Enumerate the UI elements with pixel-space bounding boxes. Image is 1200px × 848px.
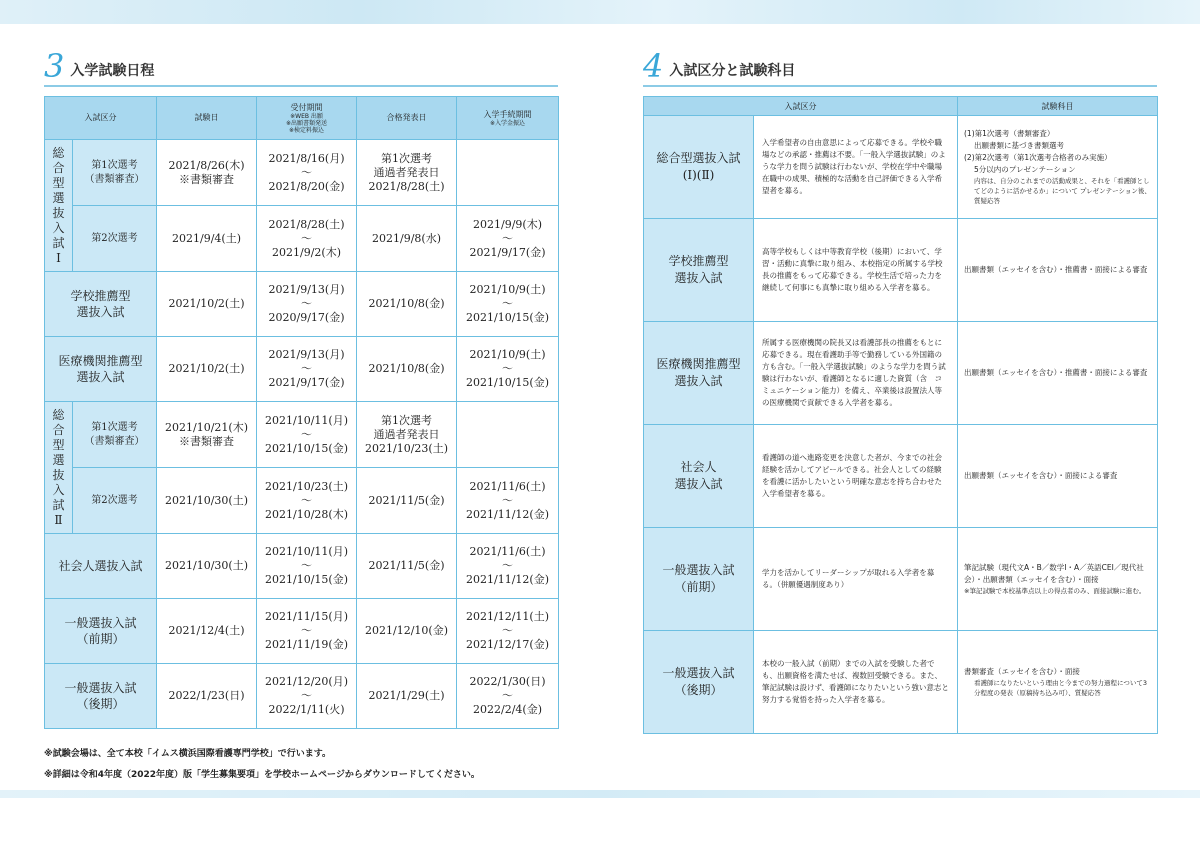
route-description: 本校の一般入試（前期）までの入試を受験した者でも、出願資格を満たせば、複数回受験できる。また、筆記試験は設けず、看護師になりたいという強い意志と努力する覚悟を持った入学者を募る。 — [754, 631, 958, 734]
bottom-decorative-band — [0, 790, 1200, 798]
exam-date: 2022/1/23(日) — [157, 664, 257, 729]
route-subjects — [958, 116, 1158, 219]
route-subjects: 出願書類（エッセイを含む）・推薦書・面接による審査 — [958, 219, 1158, 322]
pass-announce-date: 2021/9/8(水) — [357, 206, 457, 272]
route-subjects — [958, 631, 1158, 734]
header-procedure-note: ※入学金振込 — [489, 119, 526, 127]
pass-announce-date: 2021/10/8(金) — [357, 337, 457, 402]
pass-announce-date: 2021/12/10(金) — [357, 599, 457, 664]
table-row — [45, 664, 559, 729]
reception-period: 2021/9/13(月) ～ 2020/9/17(金) — [257, 272, 357, 337]
subject-line: ※筆記試験で本校基準点以上の得点者のみ、面接試験に進む。 — [964, 587, 1146, 595]
section4-number: 4 — [643, 47, 664, 85]
exam-schedule-table — [44, 96, 559, 729]
stage-label: 第1次選考 （書類審査） — [73, 140, 157, 206]
header-exam-date: 試験日 — [157, 97, 257, 140]
procedure-period: 2022/1/30(日) ～ 2022/2/4(金) — [457, 664, 559, 729]
stage-label: 第2次選考 — [73, 468, 157, 534]
procedure-period: 2021/10/9(土) ～ 2021/10/15(金) — [457, 337, 559, 402]
pass-announce-date: 2021/1/29(土) — [357, 664, 457, 729]
exam-date: 2021/10/30(土) — [157, 468, 257, 534]
procedure-period: 2021/11/6(土) ～ 2021/11/12(金) — [457, 534, 559, 599]
section3-title: 入学試験日程 — [70, 63, 155, 79]
reception-period: 2021/10/23(土) ～ 2021/10/28(木) — [257, 468, 357, 534]
pass-announce-date: 第1次選考 通過者発表日 2021/10/23(土) — [357, 402, 457, 468]
table-row — [45, 468, 559, 534]
procedure-period: 2021/11/6(土) ～ 2021/11/12(金) — [457, 468, 559, 534]
table-row — [45, 534, 559, 599]
exam-date: 2021/10/30(土) — [157, 534, 257, 599]
subject-line: 出願書類に基づき書類選考 — [974, 141, 1064, 150]
route-description: 所属する医療機関の院長又は看護部長の推薦をもとに応募できる。現在看護助手等で勤務している外国籍の方も含む。「一般入学選抜試験」のような学力を問う試験は行わないが、看護師となるに適した資質（含 コミュニケーション能力）を備え、卒業後は設置法人等の医療機関で貢献できる入学者を募る。 — [754, 322, 958, 425]
table-row — [644, 219, 1158, 322]
exam-date: 2021/10/2(土) — [157, 272, 257, 337]
reception-period: 2021/8/16(月) ～ 2021/8/20(金) — [257, 140, 357, 206]
reception-period: 2021/11/15(月) ～ 2021/11/19(金) — [257, 599, 357, 664]
stage-label: 第1次選考 （書類審査） — [73, 402, 157, 468]
header-pass-announce: 合格発表日 — [357, 97, 457, 140]
route-name: 一般選抜入試 （後期） — [644, 631, 754, 734]
route-subjects — [958, 528, 1158, 631]
procedure-period: 2021/9/9(木) ～ 2021/9/17(金) — [457, 206, 559, 272]
header-reception-note: ※WEB 出願 ※出願書類発送 ※検定料振込 — [285, 112, 328, 134]
exam-date: 2021/10/2(土) — [157, 337, 257, 402]
table-row — [644, 425, 1158, 528]
procedure-period — [457, 140, 559, 206]
table-row — [45, 272, 559, 337]
route-description: 看護師の道へ進路変更を決意した者が、今までの社会経験を活かしてアピールできる。社会人としての経験を看護に活かしたいという明確な意志を持ち合わせた入学希望者を募る。 — [754, 425, 958, 528]
pass-announce-date: 2021/11/5(金) — [357, 534, 457, 599]
note-exam-venue: ※試験会場は、全て本校「イムス横浜国際看護専門学校」で行います。 — [44, 749, 332, 759]
reception-period: 2021/12/20(月) ～ 2022/1/11(火) — [257, 664, 357, 729]
note-details: ※詳細は令和4年度（2022年度）版「学生募集要項」を学校ホームページからダウンロードしてください。 — [44, 770, 480, 780]
header-category: 入試区分 — [45, 97, 157, 140]
header-category: 入試区分 — [644, 97, 958, 116]
header-reception — [257, 97, 357, 140]
route-subjects: 出願書類（エッセイを含む）・面接による審査 — [958, 425, 1158, 528]
procedure-period: 2021/12/11(土) ～ 2021/12/17(金) — [457, 599, 559, 664]
stage-label: 第2次選考 — [73, 206, 157, 272]
section3-number: 3 — [44, 47, 65, 85]
procedure-period — [457, 402, 559, 468]
exam-date: 2021/10/21(木) ※書類審査 — [157, 402, 257, 468]
pass-announce-date: 第1次選考 通過者発表日 2021/8/28(土) — [357, 140, 457, 206]
exam-date: 2021/8/26(木) ※書類審査 — [157, 140, 257, 206]
pass-announce-date: 2021/11/5(金) — [357, 468, 457, 534]
reception-period: 2021/10/11(月) ～ 2021/10/15(金) — [257, 402, 357, 468]
route-name: 医療機関推薦型 選抜入試 — [644, 322, 754, 425]
row-label-adult: 社会人選抜入試 — [45, 534, 157, 599]
table-row — [45, 599, 559, 664]
reception-period: 2021/8/28(土) ～ 2021/9/2(木) — [257, 206, 357, 272]
subject-line: 看護師になりたいという理由と今までの努力過程について3分程度の発表（原稿持ち込み可）、質疑応答 — [974, 679, 1148, 697]
schedule-header-row — [45, 97, 559, 140]
table-row — [644, 631, 1158, 734]
subject-line: 書類審査（エッセイを含む）・面接 — [964, 667, 1080, 676]
route-description: 学力を活かしてリーダーシップが取れる入学者を募る。（併願優遇制度あり） — [754, 528, 958, 631]
subject-line: 内容は、自分のこれまでの活動成果と、それを「看護師としてどのように活かせるか」について プレゼンテーション後、質疑応答 — [974, 177, 1151, 205]
table-row — [45, 206, 559, 272]
route-description: 入学希望者の自由意思によって応募できる。学校や職場などの承認・推薦は不要。「一般入学選抜試験」のような学力を問う試験は行わないが、学校在学中や職場在職中の成果、積極的な活動を自己評価できる入学希望者を募る。 — [754, 116, 958, 219]
top-decorative-band — [0, 0, 1200, 24]
table-row — [45, 140, 559, 206]
exam-subjects-table — [643, 96, 1158, 734]
reception-period: 2021/10/11(月) ～ 2021/10/15(金) — [257, 534, 357, 599]
route-name: 学校推薦型 選抜入試 — [644, 219, 754, 322]
table-row — [644, 528, 1158, 631]
subjects-header-row — [644, 97, 1158, 116]
procedure-period: 2021/10/9(土) ～ 2021/10/15(金) — [457, 272, 559, 337]
subject-line: (2)第2次選考（第1次選考合格者のみ実施） — [964, 153, 1112, 162]
route-subjects: 出願書類（エッセイを含む）・推薦書・面接による審査 — [958, 322, 1158, 425]
table-row — [644, 322, 1158, 425]
row-label-general-late: 一般選抜入試 （後期） — [45, 664, 157, 729]
row-label-medical-rec: 医療機関推薦型 選抜入試 — [45, 337, 157, 402]
section4-heading — [643, 47, 1157, 87]
row-label-school-rec: 学校推薦型 選抜入試 — [45, 272, 157, 337]
row-label-general-early: 一般選抜入試 （前期） — [45, 599, 157, 664]
table-row — [45, 402, 559, 468]
exam-date: 2021/12/4(土) — [157, 599, 257, 664]
subject-line: 筆記試験（現代文A・B／数学Ⅰ・A／英語CEI／現代社会）・出願書類（エッセイを含む）・面接 — [964, 563, 1144, 584]
header-subjects: 試験科目 — [958, 97, 1158, 116]
header-procedure-label: 入学手続期間 — [483, 109, 532, 119]
subject-line: (1)第1次選考（書類審査） — [964, 129, 1055, 138]
route-name: 総合型選抜入試 (Ⅰ)(Ⅱ) — [644, 116, 754, 219]
header-reception-label: 受付期間 — [290, 102, 323, 112]
row-label-sogo1: 総 合 型 選 抜 入 試 Ⅰ — [45, 140, 73, 272]
reception-period: 2021/9/13(月) ～ 2021/9/17(金) — [257, 337, 357, 402]
section4-title: 入試区分と試験科目 — [669, 63, 796, 79]
section3-heading — [44, 47, 558, 87]
table-row — [45, 337, 559, 402]
pass-announce-date: 2021/10/8(金) — [357, 272, 457, 337]
route-name: 社会人 選抜入試 — [644, 425, 754, 528]
table-row — [644, 116, 1158, 219]
subject-line: 5分以内のプレゼンテーション — [974, 165, 1076, 174]
route-description: 高等学校もしくは中等教育学校（後期）において、学習・活動に真摯に取り組み、本校指定の所属する学校長の推薦をもって応募できる。学校生活で培った力を継続して何事にも真摯に取り組める入学者を募る。 — [754, 219, 958, 322]
header-procedure — [457, 97, 559, 140]
row-label-sogo2: 総 合 型 選 抜 入 試 Ⅱ — [45, 402, 73, 534]
route-name: 一般選抜入試 （前期） — [644, 528, 754, 631]
exam-date: 2021/9/4(土) — [157, 206, 257, 272]
